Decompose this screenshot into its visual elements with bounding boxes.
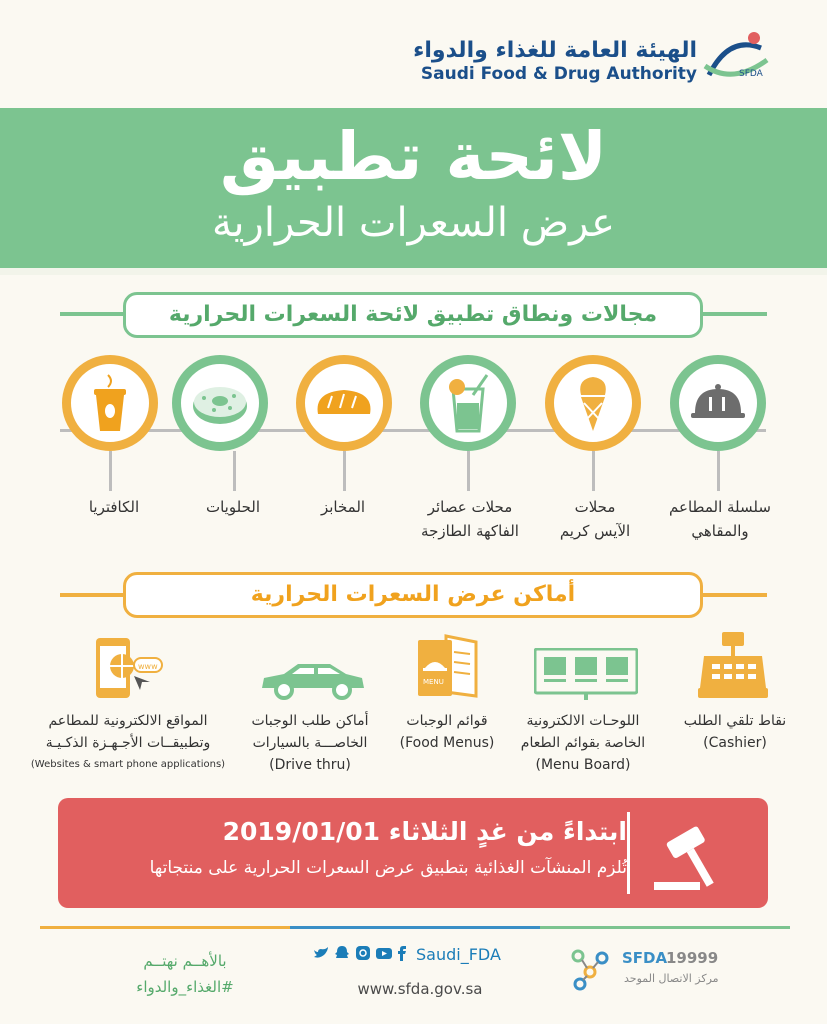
ice-cream-icon [573, 373, 613, 433]
car-icon [258, 660, 366, 700]
org-name-english: Saudi Food & Drug Authority [420, 64, 697, 84]
sfda-logo-icon [699, 30, 775, 92]
website-link[interactable]: www.sfda.gov.sa [357, 980, 483, 998]
org-name-arabic: الهيئة العامة للغذاء والدواء [413, 38, 697, 63]
logo-tag: SFDA [739, 69, 763, 79]
scope-label-cafeteria: الكافتريا [88, 498, 140, 516]
notice-title: ابتداءً من غدٍ الثلاثاء 2019/01/01 [222, 817, 627, 846]
places-heading: أماكن عرض السعرات الحرارية [123, 572, 703, 618]
banner-subtitle: عرض السعرات الحرارية [211, 200, 616, 246]
youtube-icon[interactable] [375, 944, 393, 962]
smartphone-web-icon [94, 636, 164, 700]
social-handle[interactable]: Saudi_FDA [416, 945, 501, 964]
connector [592, 451, 595, 491]
connector [109, 451, 112, 491]
timeline-line [60, 429, 766, 432]
scope-label-icecream: محلات الآيس كريم [559, 498, 631, 540]
place-label-cashier: نقاط تلقي الطلب (Cashier) [683, 713, 787, 751]
gavel-icon [646, 816, 746, 896]
scope-circle-sweets [172, 355, 268, 451]
notice-divider [627, 812, 630, 894]
juice-glass-icon [443, 373, 493, 433]
bread-icon [314, 386, 374, 420]
donut-icon [190, 378, 250, 428]
footer-slogan: بالأهــم نهتــم #الغذاء_والدواء [136, 952, 234, 996]
scope-label-juice: محلات عصائر الفاكهة الطازجة [421, 498, 519, 540]
restaurant-cloche-icon [689, 383, 747, 423]
banner-title: لائحة تطبيق [220, 118, 607, 195]
scope-label-restaurants: سلسلة المطاعم والمقاهي [669, 498, 771, 540]
place-label-drive-thru: أماكن طلب الوجبات الخاصـــة بالسيارات (Drive thru) [251, 713, 369, 773]
scope-label-sweets: الحلويات [205, 498, 260, 516]
heading-line-right [697, 593, 767, 597]
social-icons [312, 944, 408, 962]
svg-text:www: www [138, 662, 158, 671]
notice-body: تُلزم المنشآت الغذائية بتطبيق عرض السعرات الحرارية على منتجاتها [149, 858, 627, 878]
connector [233, 451, 236, 491]
scope-label-bakery: المخابز [320, 498, 366, 516]
snapchat-icon[interactable] [333, 944, 351, 962]
contact-center-logo-icon [568, 946, 614, 992]
scope-circle-restaurants [670, 355, 766, 451]
facebook-icon[interactable] [396, 944, 408, 962]
footer-line-blue [290, 926, 540, 929]
scope-circle-bakery [296, 355, 392, 451]
place-label-menu-board: اللوحـات الالكترونية الخاصة بقوائم الطعام (Menu Board) [520, 713, 646, 773]
cash-register-icon [698, 630, 768, 700]
food-menu-icon [416, 632, 480, 700]
contact-center-label: مركز الاتصال الموحد [624, 972, 719, 985]
footer-line-orange [40, 926, 290, 929]
scope-circle-icecream [545, 355, 641, 451]
place-label-food-menus: قوائم الوجبات (Food Menus) [399, 713, 495, 751]
banner-divider [0, 268, 827, 275]
scope-heading: مجالات ونطاق تطبيق لائحة السعرات الحرارية [123, 292, 703, 338]
twitter-icon[interactable] [312, 944, 330, 962]
sfda-label: SFDA [622, 949, 668, 967]
connector [343, 451, 346, 491]
connector [717, 451, 720, 491]
scope-circle-juice [420, 355, 516, 451]
coffee-cup-icon [90, 373, 130, 433]
place-label-websites: المواقع الالكترونية للمطاعم وتطبيقــات الأجـهـزة الذكـيـة (Websites & smart phone applications) [30, 713, 226, 770]
heading-line-left [60, 593, 130, 597]
connector [467, 451, 470, 491]
svg-text:MENU: MENU [423, 678, 444, 686]
instagram-icon[interactable] [354, 944, 372, 962]
scope-circle-cafeteria [62, 355, 158, 451]
heading-line-right [697, 312, 767, 316]
footer-line-green [540, 926, 790, 929]
heading-line-left [60, 312, 130, 316]
hotline-number: 19999 [666, 949, 719, 967]
menu-board-icon [534, 648, 638, 700]
